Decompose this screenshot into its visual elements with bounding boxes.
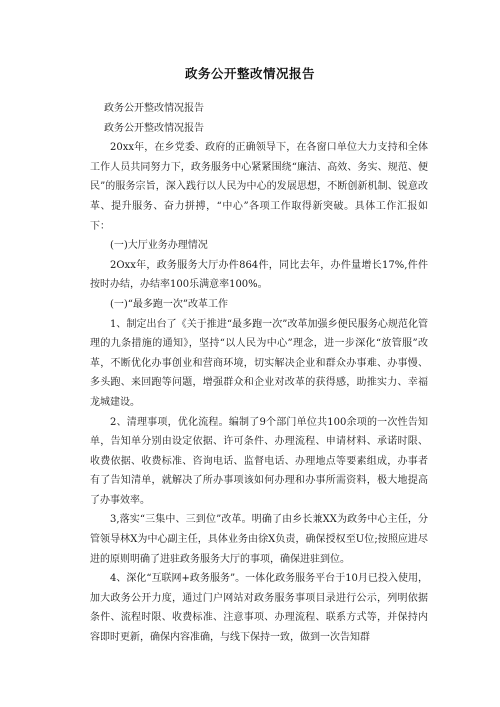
section-heading: (一)大厅业务办理情况 <box>110 240 208 252</box>
paragraph: 1、制定出台了《关于推进“最多跑一次”改革加强乡便民服务心规范化管理的九条措施的通知》，坚持“以人民为中心”理念，进一步深化“放管服”改革，不断优化办事创业和营商环境，切实解决企业和群众办事难、办事慢、多头跑、来回跑等问题，增强群众和企业对改革的获得感，助推实力、幸福龙城建设。 <box>90 318 428 408</box>
subtitle-line: 政务公开整改情况报告 <box>104 122 204 134</box>
section-heading: (一)“最多跑一次”改革工作 <box>110 298 229 310</box>
subtitle-line: 政务公开整改情况报告 <box>104 103 204 114</box>
paragraph: 2Oxx年，政务服务大厅办件864件，同比去年，办件量增长17%,件件按时办结，办结率100乐满意率100%。 <box>90 259 428 291</box>
paragraph: 4、深化“互联网+政务服务”。一体化政务服务平台于10月已投入使用，加大政务公开力度，通过门户网站对政务服务事项目录进行公示，列明依据条件、流程时限、收费标准、注意事项、办理流程、联系方式等，并保持内容即时更新，确保内容准确，与线下保持一致，做到一次告知群 <box>90 573 428 644</box>
document-title: 政务公开整改情况报告 <box>184 66 315 81</box>
paragraph: 3,落实“三集中、三到位”改革。明确了由乡长兼XX为政务中心主任，分管领导林X为中心副主任，具体业务由徐X负责，确保授权至U位;按照应进尽进的原则明确了进驻政务服务大厅的事项，确保进驻到位。 <box>90 514 428 565</box>
paragraph: 2、清理事项，优化流程。编制了9个部门单位共100余项的一次性告知单，告知单分别由设定依据、许可条件、办理流程、申请材料、承诺时限、收费依据、收费标准、咨询电话、监督电话、办理地点等要素组成，办事者有了告知清单，就解决了所办事项该如何办理和办事所需资料，极大地提高了办事效率。 <box>90 416 428 506</box>
document-body <box>90 99 428 648</box>
paragraph: 20xx年，在乡党委、政府的正确领导下，在各窗口单位大力支持和全体工作人员共同努力下，政务服务中心紧紧围绕“廉洁、高效、务实、规范、便民”的服务宗旨，深入践行以人民为中心的发展思想，不断创新机制、锐意改革、提升服务、奋力拼搏，“中心”各项工作取得新突破。具体工作汇报如下： <box>90 142 428 232</box>
